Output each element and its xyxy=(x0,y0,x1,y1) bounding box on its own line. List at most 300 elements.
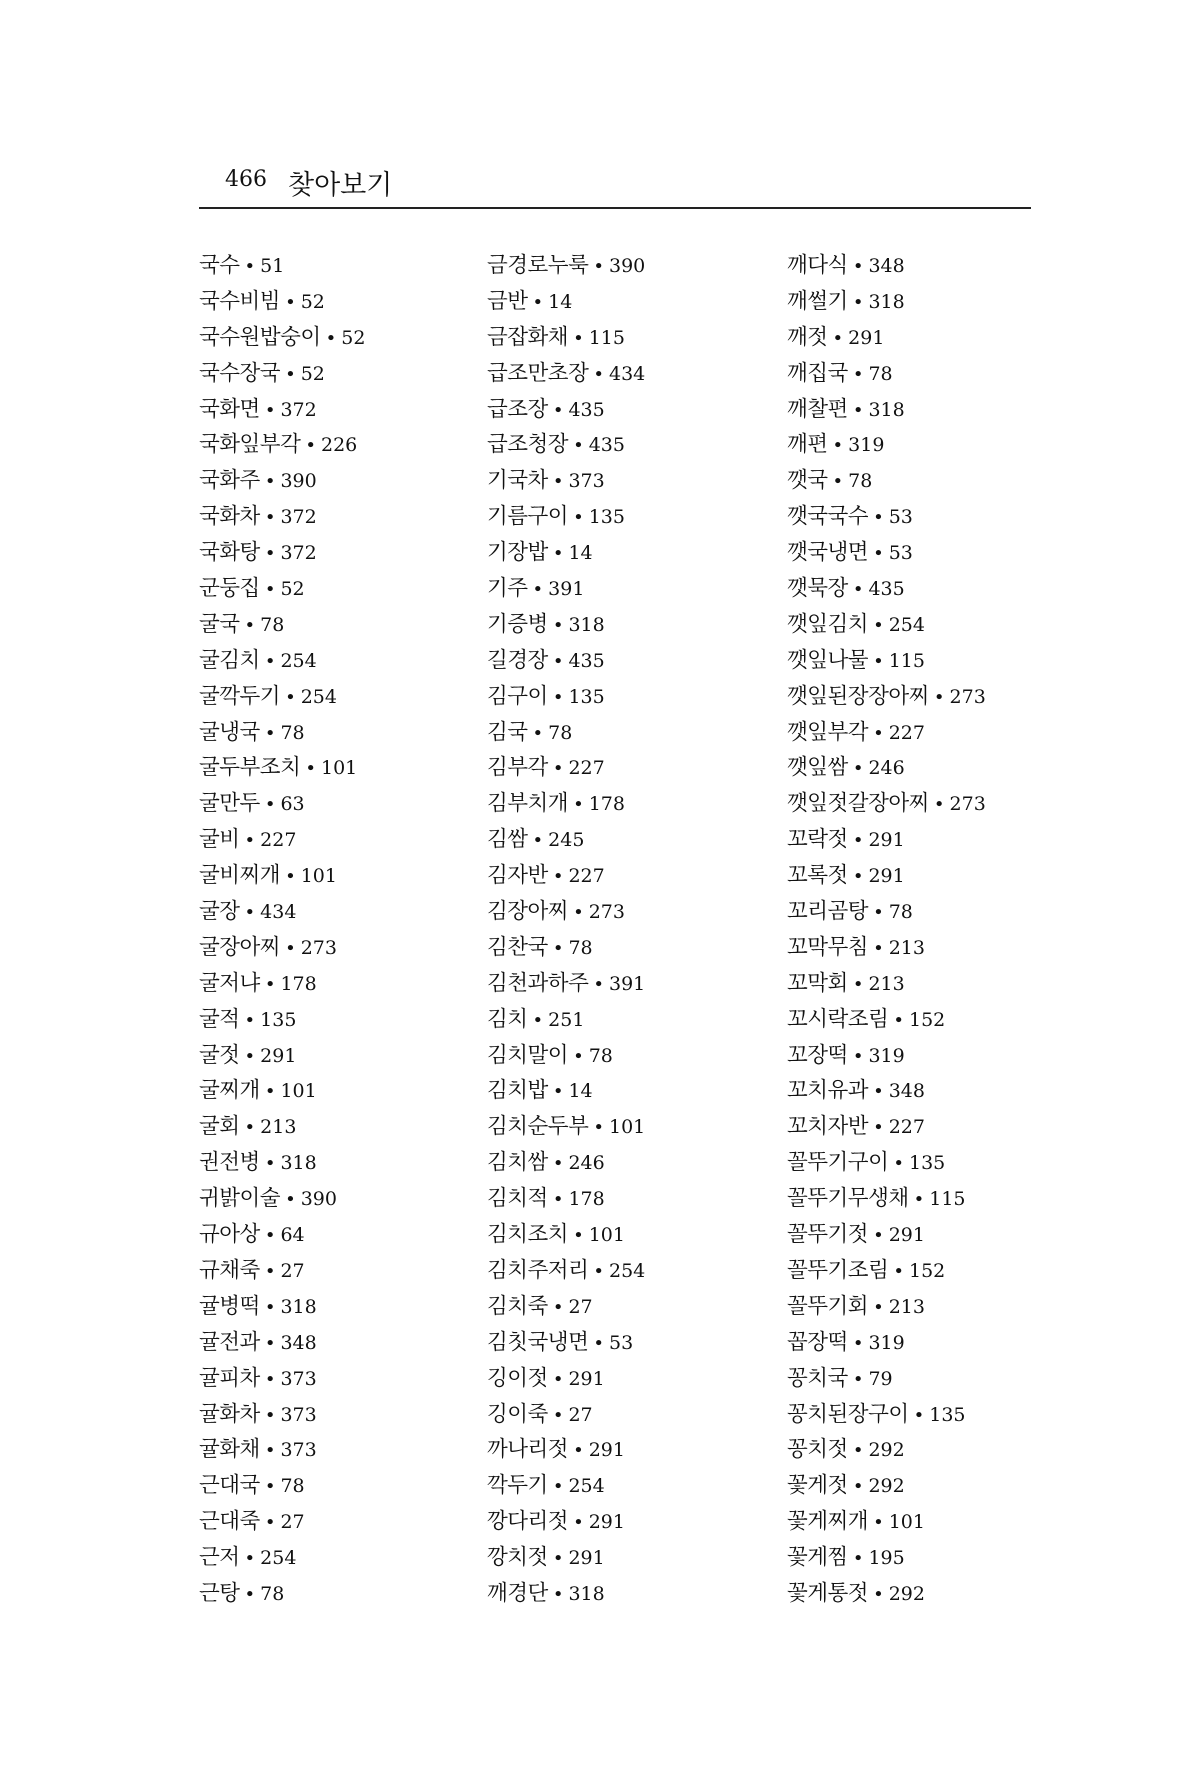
index-entry xyxy=(487,499,645,535)
index-entry xyxy=(199,894,365,930)
index-entry xyxy=(487,1540,645,1576)
index-term: 기름구이 xyxy=(487,504,569,530)
index-term: 굴찌개 xyxy=(199,1078,260,1104)
separator-dot: • xyxy=(552,937,564,959)
index-term: 길경장 xyxy=(487,647,548,673)
separator-dot: • xyxy=(573,1225,584,1247)
index-entry xyxy=(787,1468,986,1504)
index-entry xyxy=(199,1253,365,1289)
index-page-number: 291 xyxy=(260,1044,297,1067)
index-term: 깻묵장 xyxy=(787,576,848,602)
index-page-number: 319 xyxy=(848,434,885,457)
index-term: 귤병떡 xyxy=(199,1293,260,1319)
index-entry xyxy=(199,858,365,894)
index-entry xyxy=(199,1145,365,1181)
separator-dot: • xyxy=(244,1548,256,1570)
index-term: 금잡화채 xyxy=(487,324,569,350)
separator-dot: • xyxy=(893,1260,904,1282)
separator-dot: • xyxy=(285,686,296,708)
index-term: 꼬장떡 xyxy=(787,1042,848,1068)
index-term: 굴장 xyxy=(199,899,240,925)
index-term: 급조만초장 xyxy=(487,360,589,386)
index-term: 국화잎부각 xyxy=(199,432,301,458)
separator-dot: • xyxy=(305,758,316,780)
index-term: 굴회 xyxy=(199,1114,240,1140)
index-page-number: 390 xyxy=(280,470,317,493)
index-term: 깨다식 xyxy=(787,253,848,278)
separator-dot: • xyxy=(873,1117,884,1139)
index-term: 급조청장 xyxy=(487,432,569,458)
separator-dot: • xyxy=(552,1153,564,1175)
index-page-number: 291 xyxy=(888,1224,925,1247)
index-entry xyxy=(787,499,986,535)
index-term: 귤화채 xyxy=(199,1437,260,1463)
index-entry xyxy=(199,1540,365,1576)
index-term: 근대죽 xyxy=(199,1509,260,1535)
index-page-number: 52 xyxy=(280,578,305,601)
index-entry xyxy=(487,786,645,822)
index-entry xyxy=(787,248,986,284)
separator-dot: • xyxy=(264,579,276,601)
index-page-number: 27 xyxy=(280,1259,305,1282)
index-term: 기국차 xyxy=(487,468,548,494)
separator-dot: • xyxy=(552,686,564,708)
index-term: 국수비빔 xyxy=(199,288,281,314)
separator-dot: • xyxy=(264,1368,276,1390)
index-page-number: 291 xyxy=(588,1439,625,1462)
index-column-2 xyxy=(487,248,645,1612)
separator-dot: • xyxy=(873,614,884,636)
index-page-number: 135 xyxy=(588,506,625,529)
separator-dot: • xyxy=(573,1440,584,1462)
index-page-number: 318 xyxy=(868,398,905,421)
index-entry xyxy=(787,1073,986,1109)
index-page-number: 63 xyxy=(280,793,305,816)
index-entry xyxy=(487,930,645,966)
separator-dot: • xyxy=(593,1332,604,1354)
index-entry xyxy=(787,320,986,356)
index-term: 깡치젓 xyxy=(487,1545,548,1571)
index-page-number: 435 xyxy=(568,649,605,672)
index-term: 깻잎김치 xyxy=(787,611,869,637)
index-term: 급조장 xyxy=(487,396,548,422)
index-entry xyxy=(787,392,986,428)
index-term: 굴비찌개 xyxy=(199,863,281,889)
separator-dot: • xyxy=(264,399,276,421)
index-term: 꼴뚜기구이 xyxy=(787,1150,889,1176)
index-term: 꼬시락조림 xyxy=(787,1006,889,1032)
index-term: 귀밝이술 xyxy=(199,1186,281,1212)
separator-dot: • xyxy=(285,363,296,385)
index-term: 굴적 xyxy=(199,1006,240,1032)
index-entry xyxy=(787,858,986,894)
index-page-number: 318 xyxy=(568,1582,605,1605)
index-entry xyxy=(787,1397,986,1433)
index-entry xyxy=(787,284,986,320)
separator-dot: • xyxy=(264,1153,276,1175)
index-page-number: 51 xyxy=(260,255,285,277)
index-term: 금반 xyxy=(487,288,528,314)
separator-dot: • xyxy=(552,1189,564,1211)
index-page-number: 291 xyxy=(568,1367,605,1390)
index-entry xyxy=(787,1145,986,1181)
index-entry xyxy=(487,320,645,356)
index-entry xyxy=(787,1109,986,1145)
separator-dot: • xyxy=(264,973,276,995)
index-term: 근저 xyxy=(199,1545,240,1571)
index-page-number: 101 xyxy=(320,757,358,780)
separator-dot: • xyxy=(532,830,544,852)
index-entry xyxy=(787,1432,986,1468)
index-entry xyxy=(199,930,365,966)
index-entry xyxy=(199,1361,365,1397)
separator-dot: • xyxy=(285,866,296,888)
separator-dot: • xyxy=(264,507,276,529)
index-term: 꼬락젓 xyxy=(787,827,848,853)
index-entry xyxy=(787,1038,986,1074)
index-entry xyxy=(487,715,645,751)
separator-dot: • xyxy=(264,1440,276,1462)
separator-dot: • xyxy=(573,794,584,816)
index-entry xyxy=(487,1002,645,1038)
index-page-number: 291 xyxy=(868,865,905,888)
index-page-number: 195 xyxy=(868,1547,905,1570)
index-page-number: 213 xyxy=(260,1116,297,1139)
index-term: 깨찰편 xyxy=(787,396,848,422)
index-term: 김부각 xyxy=(487,755,548,781)
separator-dot: • xyxy=(552,1404,564,1426)
index-page-number: 135 xyxy=(568,685,605,708)
index-term: 김찬국 xyxy=(487,934,548,960)
index-page-number: 435 xyxy=(568,398,605,421)
index-term: 깨썰기 xyxy=(787,288,848,314)
index-entry xyxy=(199,1504,365,1540)
index-entry xyxy=(487,1181,645,1217)
index-column-3 xyxy=(787,248,986,1612)
index-page-number: 434 xyxy=(260,901,297,924)
index-term: 권전병 xyxy=(199,1150,260,1176)
index-term: 규채죽 xyxy=(199,1257,260,1283)
index-page-number: 78 xyxy=(548,721,573,744)
index-term: 깨편 xyxy=(787,432,828,458)
index-entry xyxy=(199,822,365,858)
separator-dot: • xyxy=(852,363,864,385)
separator-dot: • xyxy=(264,1404,276,1426)
index-entry xyxy=(787,535,986,571)
index-page-number: 227 xyxy=(568,757,605,780)
index-term: 귤피차 xyxy=(199,1365,260,1391)
separator-dot: • xyxy=(913,1404,925,1426)
index-entry xyxy=(487,1073,645,1109)
index-page-number: 78 xyxy=(260,613,285,636)
index-entry xyxy=(199,248,365,284)
separator-dot: • xyxy=(264,650,276,672)
index-page-number: 246 xyxy=(868,757,905,780)
separator-dot: • xyxy=(244,830,256,852)
index-entry xyxy=(487,1289,645,1325)
separator-dot: • xyxy=(552,399,564,421)
separator-dot: • xyxy=(893,1153,904,1175)
index-term: 김칫국냉면 xyxy=(487,1329,589,1355)
separator-dot: • xyxy=(573,435,584,457)
index-page-number: 372 xyxy=(280,398,317,421)
separator-dot: • xyxy=(532,579,544,601)
index-term: 꼬막회 xyxy=(787,970,848,996)
separator-dot: • xyxy=(532,1009,544,1031)
index-entry xyxy=(787,643,986,679)
index-term: 꼴뚜기무생채 xyxy=(787,1186,909,1212)
index-entry xyxy=(487,643,645,679)
separator-dot: • xyxy=(852,1440,864,1462)
separator-dot: • xyxy=(852,1045,864,1067)
separator-dot: • xyxy=(552,1583,564,1605)
index-page-number: 391 xyxy=(608,972,646,995)
index-entry xyxy=(487,356,645,392)
index-page-number: 348 xyxy=(280,1331,317,1354)
index-entry xyxy=(199,1109,365,1145)
index-entry xyxy=(199,499,365,535)
index-term: 국수장국 xyxy=(199,360,281,386)
page-title: 찾아보기 xyxy=(288,170,393,201)
separator-dot: • xyxy=(873,722,884,744)
index-entry xyxy=(787,356,986,392)
separator-dot: • xyxy=(264,543,276,565)
index-page-number: 52 xyxy=(341,326,366,349)
index-page-number: 78 xyxy=(868,362,893,385)
index-term: 꽃게통젓 xyxy=(787,1580,869,1606)
index-page-number: 78 xyxy=(588,1044,613,1067)
index-page-number: 78 xyxy=(280,1475,305,1498)
index-page-number: 227 xyxy=(568,865,605,888)
index-page-number: 101 xyxy=(280,1080,317,1103)
index-page-number: 273 xyxy=(949,793,986,816)
index-term: 김치순두부 xyxy=(487,1114,589,1140)
index-term: 꼬록젓 xyxy=(787,863,848,889)
index-page-number: 435 xyxy=(588,434,625,457)
index-page-number: 318 xyxy=(280,1152,317,1175)
index-page-number: 227 xyxy=(888,721,925,744)
separator-dot: • xyxy=(852,830,864,852)
separator-dot: • xyxy=(852,973,864,995)
index-term: 국화주 xyxy=(199,468,260,494)
separator-dot: • xyxy=(264,1296,276,1318)
index-term: 꼬치유과 xyxy=(787,1078,869,1104)
index-term: 굴만두 xyxy=(199,791,260,817)
index-entry xyxy=(787,571,986,607)
page-number: 466 xyxy=(225,167,267,192)
index-term: 깅이젓 xyxy=(487,1365,548,1391)
page-header xyxy=(199,165,1031,209)
index-entry xyxy=(787,1181,986,1217)
index-entry xyxy=(787,1576,986,1612)
separator-dot: • xyxy=(873,937,884,959)
index-term: 깨경단 xyxy=(487,1580,548,1606)
index-page-number: 27 xyxy=(280,1511,305,1534)
index-term: 꽃게찜 xyxy=(787,1545,848,1571)
separator-dot: • xyxy=(852,1332,864,1354)
index-page-number: 53 xyxy=(888,506,913,529)
index-page-number: 372 xyxy=(280,542,317,565)
index-page-number: 53 xyxy=(888,542,913,565)
index-entry xyxy=(487,1109,645,1145)
separator-dot: • xyxy=(873,543,884,565)
index-column-1 xyxy=(199,248,365,1612)
index-entry xyxy=(487,1253,645,1289)
index-term: 김천과하주 xyxy=(487,970,589,996)
index-page-number: 373 xyxy=(568,470,605,493)
separator-dot: • xyxy=(852,866,864,888)
separator-dot: • xyxy=(832,471,844,493)
index-page-number: 348 xyxy=(868,255,905,277)
index-page-number: 251 xyxy=(548,1008,585,1031)
separator-dot: • xyxy=(873,1296,884,1318)
index-term: 김치적 xyxy=(487,1186,548,1212)
index-entry xyxy=(487,284,645,320)
index-entry xyxy=(787,715,986,751)
index-entry xyxy=(787,679,986,715)
index-page-number: 135 xyxy=(260,1008,297,1031)
separator-dot: • xyxy=(552,1081,564,1103)
separator-dot: • xyxy=(593,256,604,277)
index-term: 꼴뚜기젓 xyxy=(787,1222,869,1248)
index-term: 꽁치된장구이 xyxy=(787,1401,909,1427)
index-page-number: 434 xyxy=(608,362,646,385)
index-page-number: 373 xyxy=(280,1439,317,1462)
separator-dot: • xyxy=(852,291,864,313)
index-page-number: 319 xyxy=(868,1331,905,1354)
index-page-number: 254 xyxy=(280,649,317,672)
separator-dot: • xyxy=(933,686,945,708)
index-page-number: 245 xyxy=(548,829,585,852)
index-term: 김국 xyxy=(487,719,528,745)
index-page-number: 101 xyxy=(300,865,337,888)
separator-dot: • xyxy=(552,758,564,780)
index-entry xyxy=(199,1073,365,1109)
index-term: 김구이 xyxy=(487,683,548,709)
index-page-number: 78 xyxy=(280,721,305,744)
index-page-number: 213 xyxy=(888,936,925,959)
index-entry xyxy=(787,463,986,499)
index-term: 김자반 xyxy=(487,863,548,889)
index-entry xyxy=(199,284,365,320)
index-term: 깻잎쌈 xyxy=(787,755,848,781)
separator-dot: • xyxy=(593,1117,604,1139)
index-page-number: 318 xyxy=(280,1295,317,1318)
index-page-number: 79 xyxy=(868,1367,893,1390)
index-term: 깻잎부각 xyxy=(787,719,869,745)
separator-dot: • xyxy=(552,1476,564,1498)
index-term: 김치쌈 xyxy=(487,1150,548,1176)
index-entry xyxy=(787,1217,986,1253)
index-term: 꼬막무침 xyxy=(787,934,869,960)
separator-dot: • xyxy=(285,937,296,959)
index-term: 김쌈 xyxy=(487,827,528,853)
index-page-number: 152 xyxy=(908,1008,946,1031)
index-page-number: 292 xyxy=(868,1439,905,1462)
index-entry xyxy=(199,1468,365,1504)
separator-dot: • xyxy=(264,1225,276,1247)
index-entry xyxy=(199,1325,365,1361)
index-entry xyxy=(487,1504,645,1540)
index-page-number: 254 xyxy=(260,1547,297,1570)
separator-dot: • xyxy=(913,1189,925,1211)
index-term: 기주 xyxy=(487,576,528,602)
index-entry xyxy=(487,1576,645,1612)
separator-dot: • xyxy=(532,291,544,313)
separator-dot: • xyxy=(264,722,276,744)
index-entry xyxy=(787,822,986,858)
index-page-number: 14 xyxy=(568,1080,593,1103)
index-entry xyxy=(199,1289,365,1325)
index-entry xyxy=(787,1289,986,1325)
index-entry xyxy=(487,1397,645,1433)
index-entry xyxy=(787,1540,986,1576)
index-entry xyxy=(199,643,365,679)
index-term: 근탕 xyxy=(199,1580,240,1606)
separator-dot: • xyxy=(244,1045,256,1067)
separator-dot: • xyxy=(873,1512,884,1534)
index-page-number: 152 xyxy=(908,1259,946,1282)
index-term: 금경로누룩 xyxy=(487,253,589,278)
index-entry xyxy=(199,535,365,571)
index-entry xyxy=(199,427,365,463)
separator-dot: • xyxy=(893,1009,904,1031)
separator-dot: • xyxy=(573,327,584,349)
separator-dot: • xyxy=(552,650,564,672)
separator-dot: • xyxy=(573,902,584,924)
index-page-number: 246 xyxy=(568,1152,605,1175)
index-entry xyxy=(787,786,986,822)
index-page-number: 390 xyxy=(608,255,646,277)
index-entry xyxy=(787,1361,986,1397)
separator-dot: • xyxy=(244,902,256,924)
index-entry xyxy=(199,571,365,607)
separator-dot: • xyxy=(852,1476,864,1498)
index-entry xyxy=(487,750,645,786)
separator-dot: • xyxy=(573,507,584,529)
separator-dot: • xyxy=(852,1548,864,1570)
index-page-number: 78 xyxy=(260,1582,285,1605)
index-entry xyxy=(487,894,645,930)
separator-dot: • xyxy=(832,327,844,349)
index-entry xyxy=(487,822,645,858)
index-page-number: 78 xyxy=(848,470,873,493)
index-term: 까나리젓 xyxy=(487,1437,569,1463)
separator-dot: • xyxy=(532,722,544,744)
index-page-number: 318 xyxy=(868,290,905,313)
index-page-number: 348 xyxy=(888,1080,925,1103)
index-page-number: 291 xyxy=(848,326,885,349)
index-page-number: 254 xyxy=(300,685,337,708)
index-page-number: 115 xyxy=(929,1188,966,1211)
index-page-number: 178 xyxy=(588,793,625,816)
index-entry xyxy=(199,715,365,751)
index-page-number: 319 xyxy=(868,1044,905,1067)
index-entry xyxy=(487,392,645,428)
index-term: 깻국 xyxy=(787,468,828,494)
index-page-number: 53 xyxy=(608,1331,634,1354)
index-term: 기증병 xyxy=(487,611,548,637)
index-entry xyxy=(787,427,986,463)
separator-dot: • xyxy=(873,1081,884,1103)
separator-dot: • xyxy=(873,650,884,672)
index-term: 깻잎나물 xyxy=(787,647,869,673)
index-page-number: 52 xyxy=(300,290,325,313)
index-entry xyxy=(787,966,986,1002)
index-entry xyxy=(487,1432,645,1468)
index-entry xyxy=(199,1217,365,1253)
index-term: 굴비 xyxy=(199,827,240,853)
